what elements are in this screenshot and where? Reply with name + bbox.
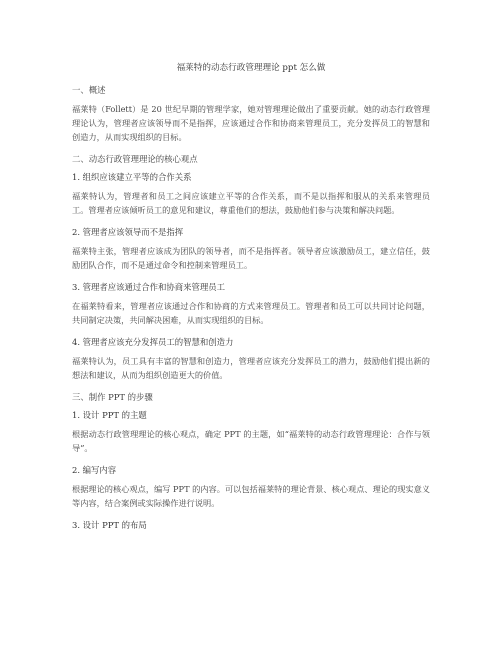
- paragraph: 福莱特（Follett）是 20 世纪早期的管理学家，她对管理理论做出了重要贡献。她的动态行政管理理论认为，管理者应该领导而不是指挥，应该通过合作和协商来管理员工，充分发挥员工的智慧和创造力，从而实现组织的目标。: [72, 104, 430, 142]
- subsection-heading: 2. 管理者应该领导而不是指挥: [72, 227, 184, 237]
- subsection-heading: 3. 设计 PPT 的布局: [72, 520, 147, 530]
- subsection-heading: 3. 管理者应该通过合作和协商来管理员工: [72, 282, 226, 292]
- paragraph: 在福莱特看来，管理者应该通过合作和协商的方式来管理员工。管理者和员工可以共同讨论问题，共同制定决策，共同解决困难，从而实现组织的目标。: [72, 301, 430, 325]
- subsection-heading: 1. 组织应该建立平等的合作关系: [72, 172, 192, 182]
- paragraph: 根据理论的核心观点，编写 PPT 的内容。可以包括福莱特的理论背景、核心观点、理论的现实意义等内容，结合案例或实际操作进行说明。: [72, 484, 430, 508]
- paragraph: 根据动态行政管理理论的核心观点，确定 PPT 的主题，如“福莱特的动态行政管理理论：合作与领导”。: [72, 429, 430, 453]
- section-heading: 三、制作 PPT 的步骤: [72, 392, 153, 402]
- document-title: 福莱特的动态行政管理理论 ppt 怎么做: [176, 63, 326, 73]
- paragraph: 福莱特主张，管理者应该成为团队的领导者，而不是指挥者。领导者应该激励员工，建立信任，鼓励团队合作，而不是通过命令和控制来管理员工。: [72, 246, 430, 270]
- paragraph: 福莱特认为，员工具有丰富的智慧和创造力，管理者应该充分发挥员工的潜力，鼓励他们提出新的想法和建议，从而为组织创造更大的价值。: [72, 356, 430, 380]
- section-heading: 二、动态行政管理理论的核心观点: [72, 154, 198, 164]
- section-heading: 一、概述: [72, 85, 106, 95]
- subsection-heading: 4. 管理者应该充分发挥员工的智慧和创造力: [72, 337, 234, 347]
- subsection-heading: 2. 编写内容: [72, 465, 117, 475]
- paragraph: 福莱特认为，管理者和员工之间应该建立平等的合作关系，而不是以指挥和服从的关系来管理员工。管理者应该倾听员工的意见和建议，尊重他们的想法，鼓励他们参与决策和解决问题。: [72, 191, 430, 215]
- subsection-heading: 1. 设计 PPT 的主题: [72, 410, 147, 420]
